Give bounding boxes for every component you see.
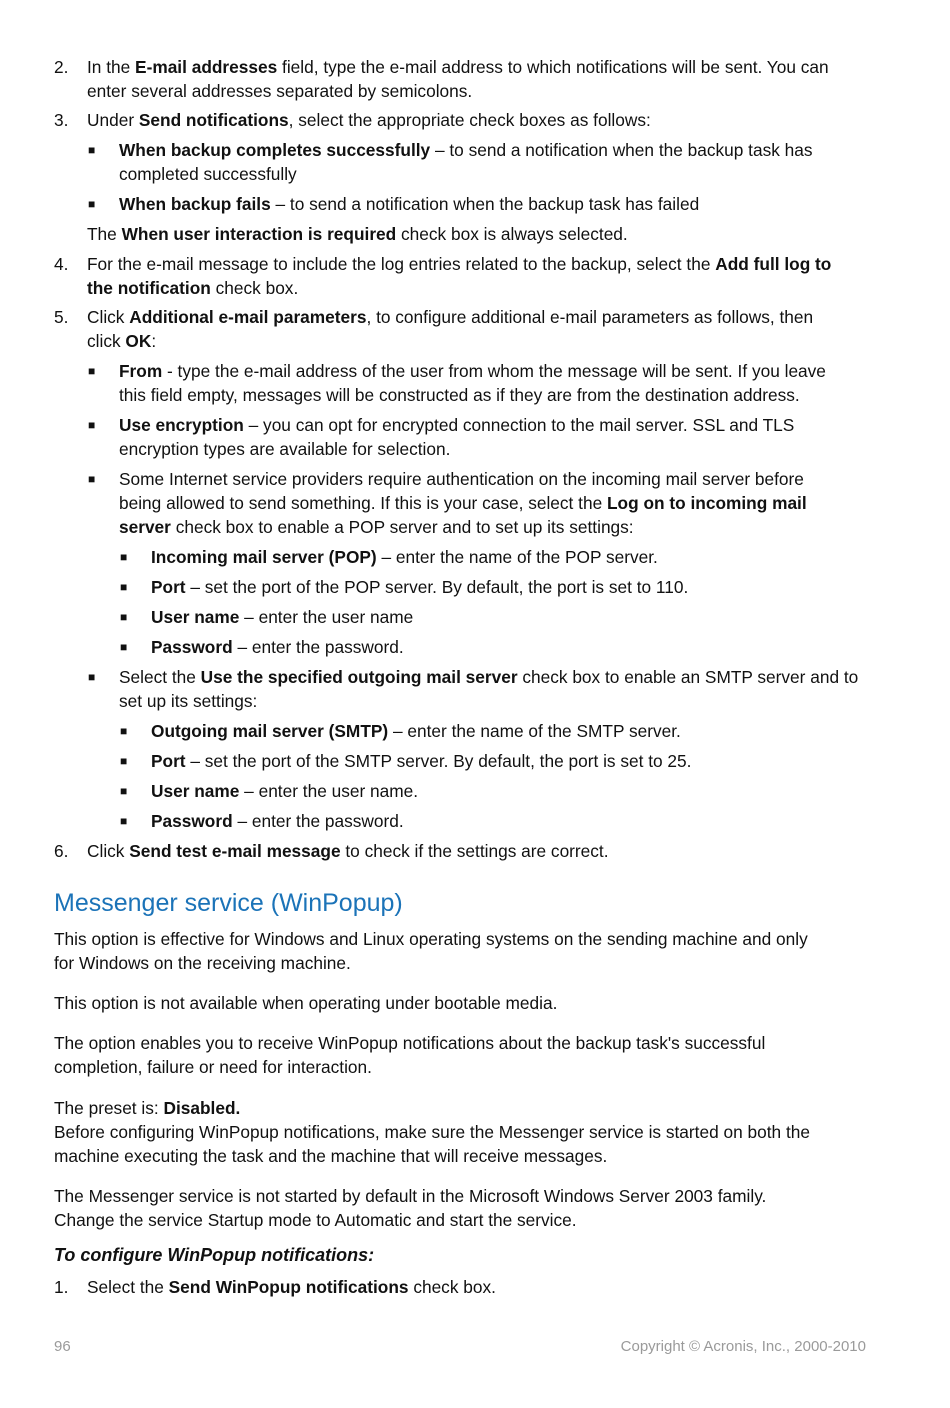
bold-term: Send notifications: [138, 110, 289, 130]
bullet-icon: ■: [120, 814, 128, 828]
bold-term: From: [119, 361, 163, 381]
text: Under: [87, 110, 139, 130]
bold-term: Incoming mail server (POP): [151, 547, 377, 567]
text: completed successfully: [119, 164, 297, 184]
bold-term: Outgoing mail server (SMTP): [151, 721, 389, 741]
text: The: [87, 224, 122, 244]
text: For the e-mail message to include the log entries related to the backup, select the: [87, 254, 716, 274]
bold-term: Port: [151, 577, 186, 597]
text: - type the e-mail address of the user from whom the message will be sent. If you leave: [162, 361, 826, 381]
bullet-icon: ■: [120, 784, 128, 798]
text: This option is not available when operating under bootable media.: [54, 993, 558, 1013]
bullet-icon: ■: [120, 580, 128, 594]
bullet-icon: ■: [120, 610, 128, 624]
text: In the: [87, 57, 136, 77]
text: – enter the name of the SMTP server.: [388, 721, 681, 741]
preset-value: Disabled.: [163, 1098, 241, 1118]
text: check box to enable an SMTP server and to: [517, 667, 859, 687]
bold-term: Log on to incoming mail: [606, 493, 807, 513]
bold-term: Password: [151, 811, 233, 831]
text: – enter the password.: [232, 637, 404, 657]
text: Change the service Startup mode to Automatic and start the service.: [54, 1210, 577, 1230]
text: machine executing the task and the machine that will receive messages.: [54, 1146, 608, 1166]
bold-term: OK: [125, 331, 152, 351]
text: check box is always selected.: [396, 224, 628, 244]
bold-term: the notification: [87, 278, 211, 298]
step-number: 2.: [54, 57, 69, 77]
step-number: 6.: [54, 841, 69, 861]
text: field, type the e-mail address to which notifications will be sent. You can: [277, 57, 829, 77]
text: set up its settings:: [119, 691, 258, 711]
procedure-heading: To configure WinPopup notifications:: [54, 1245, 375, 1265]
step-number: 1.: [54, 1277, 69, 1297]
text: completion, failure or need for interaction.: [54, 1057, 372, 1077]
text: to check if the settings are correct.: [340, 841, 609, 861]
bold-term: Send WinPopup notifications: [168, 1277, 409, 1297]
bullet-icon: ■: [88, 197, 96, 211]
copyright: Copyright © Acronis, Inc., 2000-2010: [620, 1338, 866, 1355]
step-number: 5.: [54, 307, 69, 327]
text: The preset is:: [54, 1098, 164, 1118]
section-heading: Messenger service (WinPopup): [54, 889, 403, 917]
bold-term: Port: [151, 751, 186, 771]
bold-term: Use the specified outgoing mail server: [200, 667, 518, 687]
bullet-icon: ■: [120, 640, 128, 654]
text: – enter the user name.: [239, 781, 419, 801]
bullet-icon: ■: [120, 754, 128, 768]
text: for Windows on the receiving machine.: [54, 953, 351, 973]
text: Click: [87, 307, 130, 327]
text: – enter the user name: [239, 607, 414, 627]
bold-term: Add full log to: [715, 254, 832, 274]
text: This option is effective for Windows and Linux operating systems on the sending machine and only: [54, 929, 808, 949]
text: – enter the name of the POP server.: [376, 547, 658, 567]
bold-term: When user interaction is required: [121, 224, 397, 244]
text: – enter the password.: [232, 811, 404, 831]
bold-term: When backup fails: [119, 194, 271, 214]
bullet-icon: ■: [88, 670, 96, 684]
bold-term: Send test e-mail message: [129, 841, 341, 861]
bullet-icon: ■: [88, 472, 96, 486]
text: – you can opt for encrypted connection to the mail server. SSL and TLS: [243, 415, 795, 435]
text: encryption types are available for selection.: [119, 439, 451, 459]
bullet-icon: ■: [88, 143, 96, 157]
text: being allowed to send something. If this is your case, select the: [119, 493, 607, 513]
bold-term: User name: [151, 781, 240, 801]
bold-term: Password: [151, 637, 233, 657]
text: , select the appropriate check boxes as follows:: [288, 110, 651, 130]
step-number: 3.: [54, 110, 69, 130]
text: – to send a notification when the backup task has failed: [270, 194, 700, 214]
text: click: [87, 331, 126, 351]
bullet-icon: ■: [88, 364, 96, 378]
text: – to send a notification when the backup task has: [430, 140, 813, 160]
text: – set the port of the SMTP server. By default, the port is set to 25.: [185, 751, 692, 771]
text: Select the: [119, 667, 201, 687]
text: check box to enable a POP server and to set up its settings:: [170, 517, 634, 537]
page-number: 96: [54, 1338, 71, 1355]
text: enter several addresses separated by semicolons.: [87, 81, 473, 101]
text: The Messenger service is not started by default in the Microsoft Windows Server 2003 family.: [54, 1186, 767, 1206]
text: The option enables you to receive WinPopup notifications about the backup task's successful: [54, 1033, 766, 1053]
text: Before configuring WinPopup notifications, make sure the Messenger service is started on both the: [54, 1122, 810, 1142]
bold-term: server: [119, 517, 171, 537]
text: this field empty, messages will be constructed as if they are from the destination address.: [119, 385, 800, 405]
text: Select the: [87, 1277, 169, 1297]
text: Some Internet service providers require authentication on the incoming mail server before: [119, 469, 804, 489]
text: , to configure additional e-mail parameters as follows, then: [366, 307, 814, 327]
bold-term: E-mail addresses: [135, 57, 278, 77]
bold-term: Additional e-mail parameters: [129, 307, 367, 327]
text: – set the port of the POP server. By default, the port is set to 110.: [185, 577, 689, 597]
bold-term: Use encryption: [119, 415, 244, 435]
bold-term: User name: [151, 607, 240, 627]
text: check box.: [408, 1277, 496, 1297]
step-number: 4.: [54, 254, 69, 274]
text: :: [151, 331, 157, 351]
text: check box.: [210, 278, 299, 298]
bullet-icon: ■: [120, 550, 128, 564]
bullet-icon: ■: [120, 724, 128, 738]
bold-term: When backup completes successfully: [119, 140, 431, 160]
text: Click: [87, 841, 130, 861]
bullet-icon: ■: [88, 418, 96, 432]
